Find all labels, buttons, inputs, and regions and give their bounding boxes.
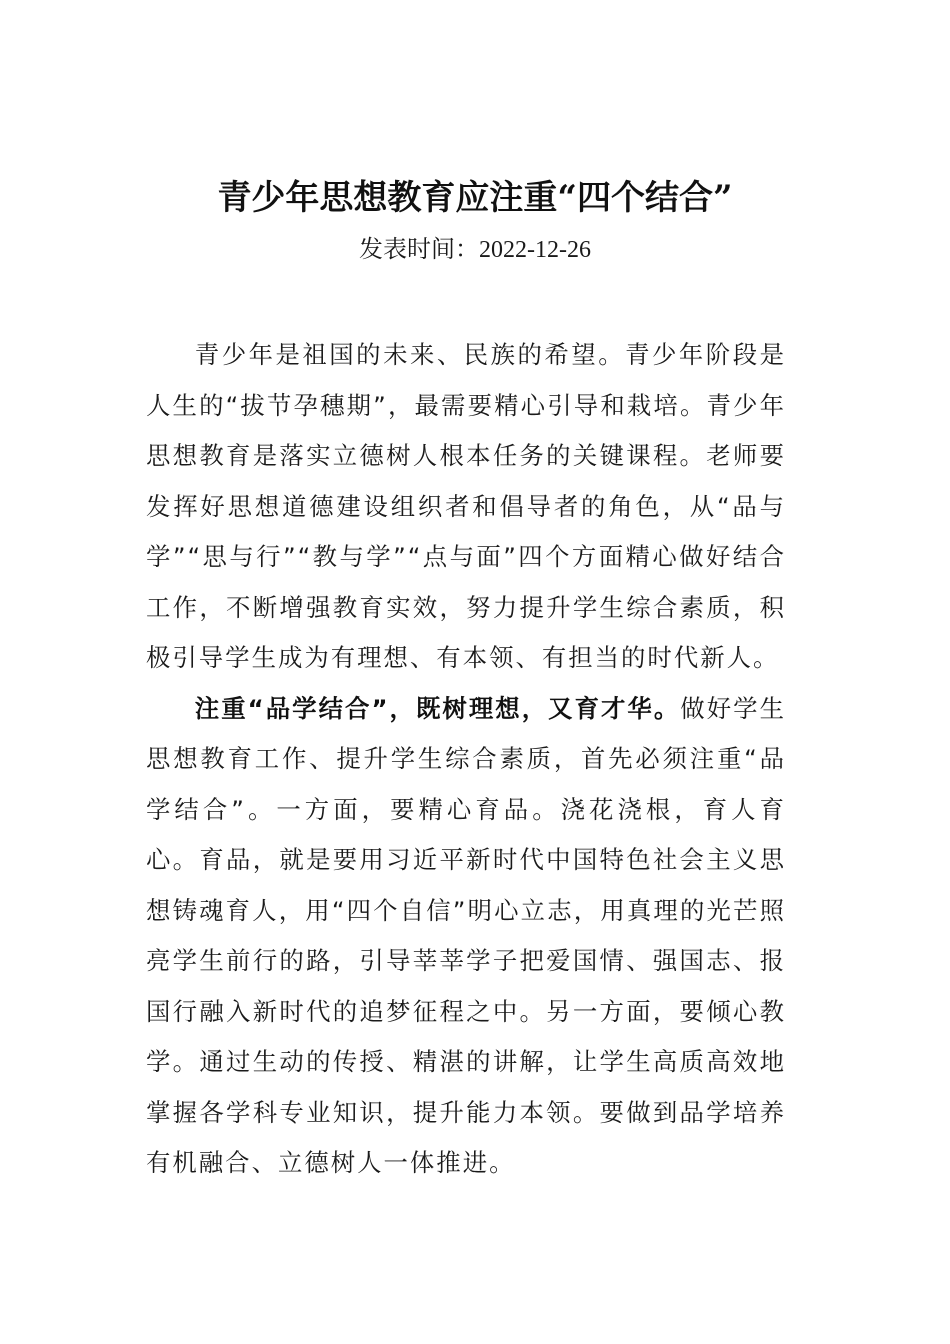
paragraph-pin-xue	[146, 684, 786, 1189]
publish-date-value: 2022-12-26	[479, 237, 591, 263]
paragraph-intro	[146, 330, 786, 684]
publish-date-label: 发表时间：	[359, 237, 479, 263]
paragraph-intro-text: 青少年是祖国的未来、民族的希望。青少年阶段是人生的“拔节孕穗期”，最需要精心引导和栽培。青少年思想教育是落实立德树人根本任务的关键课程。老师要发挥好思想道德建设组织者和倡导者的角色，从“品与学”“思与行”“教与学”“点与面”四个方面精心做好结合工作，不断增强教育实效，努力提升学生综合素质，积极引导学生成为有理想、有本领、有担当的时代新人。	[146, 340, 786, 672]
publish-date	[0, 233, 950, 267]
paragraph-pin-xue-text: 做好学生思想教育工作、提升学生综合素质，首先必须注重“品学结合”。一方面，要精心育品。浇花浇根，育人育心。育品，就是要用习近平新时代中国特色社会主义思想铸魂育人，用“四个自信”明心立志，用真理的光芒照亮学生前行的路，引导莘莘学子把爱国情、强国志、报国行融入新时代的追梦征程之中。另一方面，要倾心教学。通过生动的传授、精湛的讲解，让学生高质高效地掌握各学科专业知识，提升能力本领。要做到品学培养有机融合、立德树人一体推进。	[146, 693, 786, 1177]
paragraph-pin-xue-heading: 注重“品学结合”，既树理想，又育才华。	[194, 693, 681, 723]
document-title: 青少年思想教育应注重“四个结合”	[217, 178, 733, 218]
article-body	[146, 330, 786, 1189]
